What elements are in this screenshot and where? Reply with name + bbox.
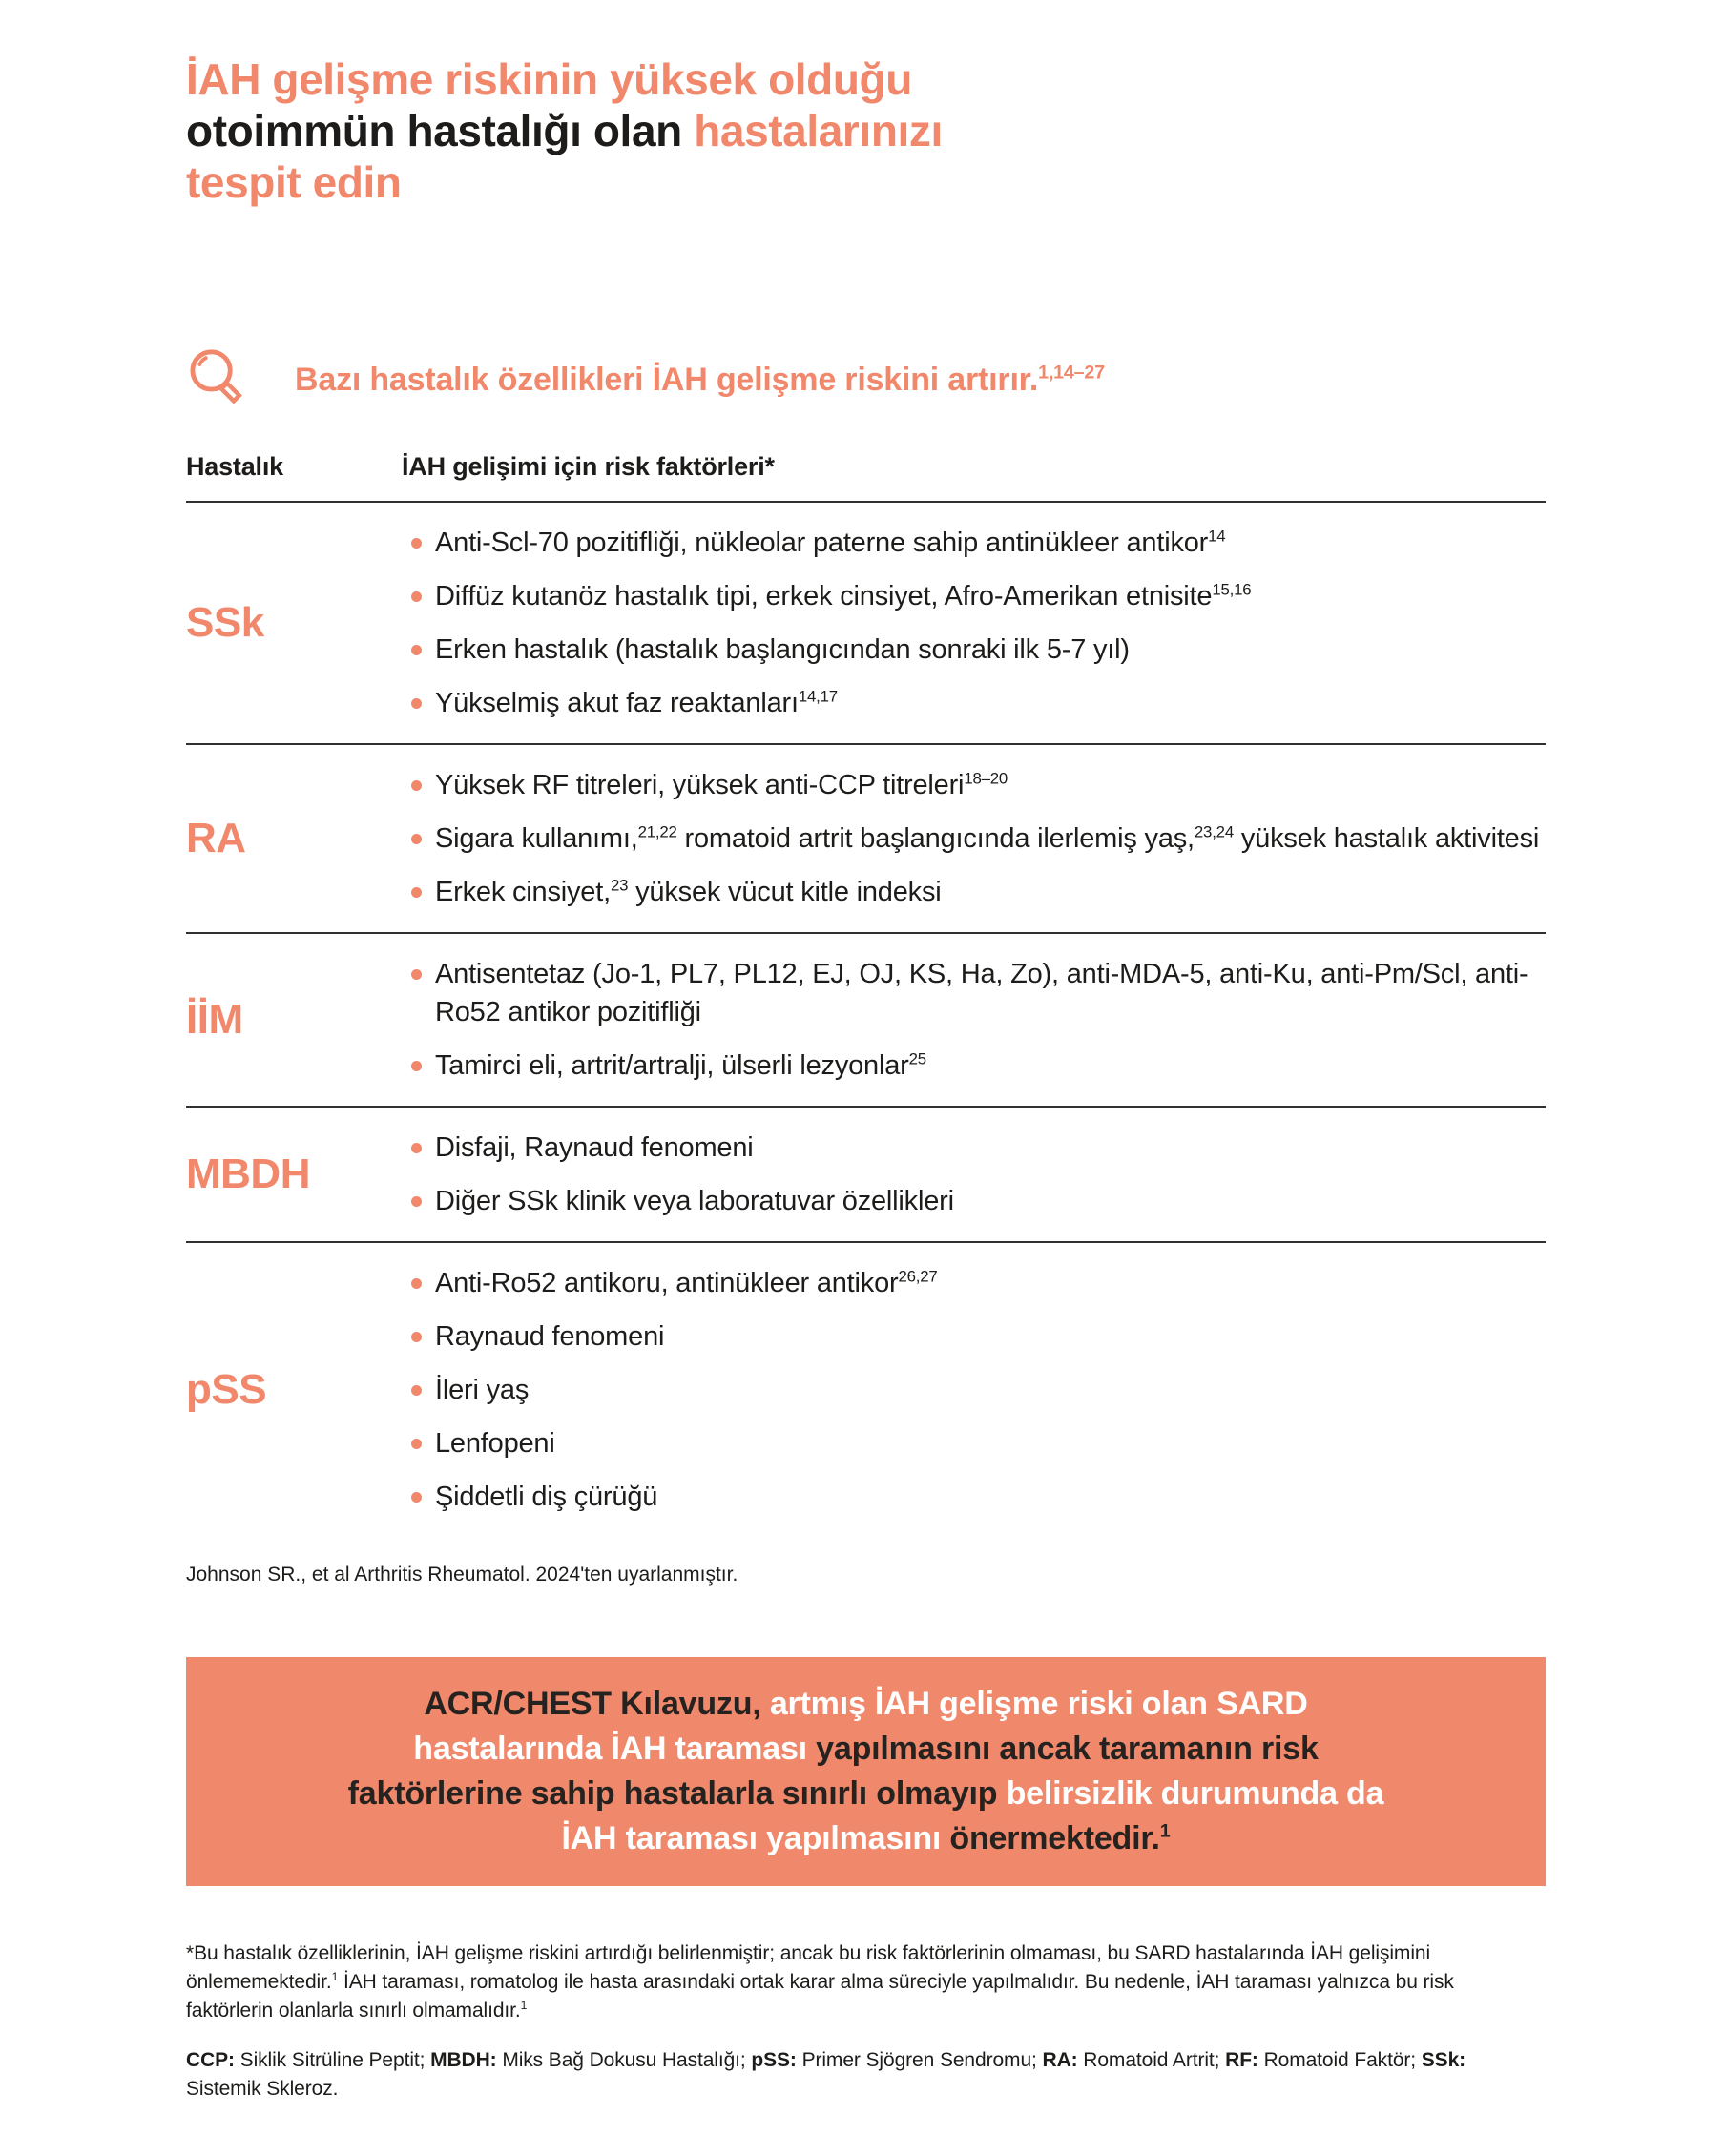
text-segment: İleri yaş	[435, 1375, 530, 1405]
text-segment: romatoid artrit başlangıcında ilerlemiş yaş,	[676, 823, 1195, 854]
text-segment: Miks Bağ Dokusu Hastalığı;	[496, 2049, 752, 2071]
superscript-reference: 1	[1159, 1820, 1171, 1842]
text-segment: Tamirci eli, artrit/artralji, ülserli lezyonlar	[435, 1050, 909, 1081]
risk-factor-item	[410, 623, 1546, 676]
table-row-ra	[186, 745, 1546, 932]
text-segment: Primer Sjögren Sendromu;	[796, 2049, 1043, 2071]
table-row-i̇i̇m	[186, 934, 1546, 1106]
text-segment: Siklik Sitrüline Peptit;	[234, 2049, 431, 2071]
text-segment: önermektedir.	[949, 1820, 1160, 1856]
superscript-reference: 23,24	[1194, 822, 1234, 841]
guideline-callout	[186, 1657, 1546, 1886]
superscript-reference: 1	[331, 1970, 339, 1983]
superscript-reference: 1	[520, 1999, 528, 2012]
text-segment: Raynaud fenomeni	[435, 1321, 665, 1352]
text-segment: Sistemik Skleroz.	[186, 2078, 339, 2100]
text-segment: Diffüz kutanöz hastalık tipi, erkek cinsiyet, Afro-Amerikan etnisite	[435, 581, 1213, 612]
risk-factor-list	[410, 1121, 1546, 1228]
text-segment: Erken hastalık (hastalık başlangıcından sonraki ilk 5-7 yıl)	[435, 634, 1130, 665]
risk-factor-item	[410, 758, 1546, 812]
text-segment: RA:	[1042, 2049, 1078, 2071]
risk-factor-item	[410, 865, 1546, 919]
text-segment: Lenfopeni	[435, 1428, 555, 1459]
risk-factor-item	[410, 812, 1546, 865]
text-segment: hastalarınızı	[694, 106, 943, 155]
text-segment: Romatoid Faktör;	[1257, 2049, 1422, 2071]
column-header-disease: Hastalık	[186, 452, 283, 481]
magnifier-icon	[186, 347, 251, 412]
callout-line-2	[220, 1727, 1511, 1772]
superscript-reference: 15,16	[1212, 580, 1252, 599]
superscript-reference: 26,27	[898, 1267, 938, 1286]
risk-factor-item	[410, 1470, 1546, 1524]
table-source-note: Johnson SR., et al Arthritis Rheumatol. 2024'ten uyarlanmıştır.	[186, 1564, 738, 1586]
text-segment: yüksek vücut kitle indeksi	[628, 877, 942, 907]
text-segment: hastalarında İAH taraması	[413, 1731, 817, 1767]
risk-factor-table	[186, 452, 1546, 1588]
text-segment: Disfaji, Raynaud fenomeni	[435, 1132, 754, 1163]
table-row-pss	[186, 1243, 1546, 1537]
risk-factor-item	[410, 1121, 1546, 1174]
section-intro	[186, 347, 1546, 412]
table-row-mbdh	[186, 1108, 1546, 1241]
text-segment: *Bu hastalık özelliklerinin, İAH gelişme riskini artırdığı belirlenmiştir; ancak bu risk faktörlerinin olmaması, bu SARD hastalarında İAH gelişimini önlememektedir.	[186, 1942, 1431, 1993]
text-segment: MBDH:	[430, 2049, 497, 2071]
text-segment: RF:	[1225, 2049, 1258, 2071]
text-segment: Diğer SSk klinik veya laboratuvar özellikleri	[435, 1186, 954, 1216]
risk-factor-item	[410, 1417, 1546, 1470]
intro-statement	[295, 362, 1105, 399]
risk-factor-item	[410, 1310, 1546, 1363]
risk-factor-list	[410, 516, 1546, 730]
row-label-ssk: SSk	[186, 599, 264, 646]
text-segment: Romatoid Artrit;	[1077, 2049, 1226, 2071]
text-segment: faktörlerine sahip hastalarla sınırlı olmayıp	[347, 1775, 1007, 1812]
title-line-1	[186, 53, 1546, 105]
callout-line-3	[220, 1772, 1511, 1816]
asterisk-footnote	[186, 1939, 1546, 2025]
superscript-reference: 21,22	[637, 822, 677, 841]
risk-factor-item	[410, 1039, 1546, 1092]
superscript-reference: 14	[1208, 527, 1226, 546]
text-segment: Yükselmiş akut faz reaktanları	[435, 688, 799, 718]
callout-line-1	[220, 1682, 1511, 1727]
risk-factor-item	[410, 1174, 1546, 1228]
text-segment: belirsizlik durumunda da	[1006, 1775, 1384, 1812]
text-segment: Anti-Scl-70 pozitifliği, nükleolar paterne sahip antinükleer antikor	[435, 528, 1209, 558]
risk-factor-item	[410, 570, 1546, 623]
text-segment: Erkek cinsiyet,	[435, 877, 611, 907]
table-body	[186, 503, 1546, 1537]
column-header-risk-factors: İAH gelişimi için risk faktörleri*	[402, 452, 775, 481]
text-segment: Yüksek RF titreleri, yüksek anti-CCP titreleri	[435, 770, 965, 800]
callout-line-4	[220, 1816, 1511, 1861]
title-line-3	[186, 156, 1546, 208]
row-label-mbdh: MBDH	[186, 1151, 310, 1197]
risk-factor-item	[410, 1256, 1546, 1310]
superscript-reference: 1,14–27	[1038, 362, 1105, 384]
row-label-i̇i̇m: İİM	[186, 996, 243, 1043]
text-segment: yapılmasını ancak taramanın risk	[816, 1731, 1319, 1767]
text-segment: yüksek hastalık aktivitesi	[1233, 823, 1540, 854]
page-title	[186, 53, 1546, 208]
title-line-2	[186, 105, 1546, 156]
abbreviation-list	[186, 2046, 1546, 2104]
text-segment: Sigara kullanımı,	[435, 823, 638, 854]
row-label-ra: RA	[186, 815, 246, 861]
superscript-reference: 25	[908, 1049, 926, 1068]
text-segment: Bazı hastalık özellikleri İAH gelişme riskini artırır.	[295, 361, 1039, 398]
risk-factor-item	[410, 1363, 1546, 1417]
text-segment: İAH taraması yapılmasını	[561, 1820, 950, 1856]
text-segment: Anti-Ro52 antikoru, antinükleer antikor	[435, 1268, 899, 1298]
risk-factor-list	[410, 947, 1546, 1092]
table-header-row	[186, 452, 1546, 482]
text-segment: ACR/CHEST Kılavuzu,	[424, 1686, 770, 1722]
row-label-pss: pSS	[186, 1366, 267, 1413]
text-segment: İAH taraması, romatolog ile hasta arasındaki ortak karar alma süreciyle yapılmalıdır. Bu nedenle, İAH taraması yalnızca bu risk faktörlerin olanlarla sınırlı olmamalıdır.	[186, 1971, 1454, 2021]
risk-factor-item	[410, 676, 1546, 730]
text-segment: pSS:	[751, 2049, 797, 2071]
superscript-reference: 14,17	[798, 687, 838, 706]
text-segment: SSk:	[1421, 2049, 1466, 2071]
text-segment: CCP:	[186, 2049, 235, 2071]
superscript-reference: 23	[610, 876, 629, 895]
text-segment: Şiddetli diş çürüğü	[435, 1482, 658, 1512]
table-row-ssk	[186, 503, 1546, 743]
risk-factor-list	[410, 1256, 1546, 1524]
text-segment: Antisentetaz (Jo-1, PL7, PL12, EJ, OJ, KS, Ha, Zo), anti-MDA-5, anti-Ku, anti-Pm/Scl, anti-Ro52 antikor pozitifliği	[435, 959, 1528, 1027]
text-segment: artmış İAH gelişme riski olan SARD	[769, 1686, 1308, 1722]
text-segment: İAH gelişme riskinin yüksek olduğu	[186, 54, 912, 104]
superscript-reference: 18–20	[964, 769, 1008, 788]
risk-factor-item	[410, 516, 1546, 570]
risk-factor-item	[410, 947, 1546, 1039]
text-segment: tespit edin	[186, 157, 402, 207]
text-segment: otoimmün hastalığı olan	[186, 106, 695, 155]
risk-factor-list	[410, 758, 1546, 919]
